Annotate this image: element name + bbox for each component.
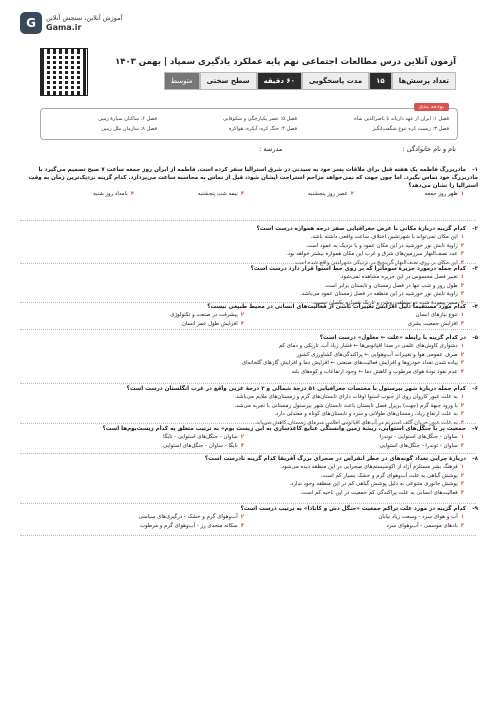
- answer-option[interactable]: [244, 442, 464, 451]
- answer-option[interactable]: [24, 433, 244, 442]
- option-text: صرف عمومی هوا و تغییرات آب‌وهوایی ← پراکندگی‌های کشاورزی کشور: [296, 351, 458, 358]
- option-number: ۳: [460, 251, 464, 258]
- topic-item: فصل ۵: عصر یکپارچگی و شکوفایی: [223, 116, 297, 122]
- option-number: ۲: [240, 514, 244, 520]
- question-number: ۷-: [472, 426, 478, 432]
- option-number: ۲: [240, 434, 244, 440]
- option-text: ساوان - جنگل‌های استوایی - توندرا: [379, 434, 458, 440]
- option-number: ۴: [460, 489, 464, 496]
- question-text: [18, 425, 478, 433]
- question-stem: کدام جمله درمورد جزیرهٔ سوماترا که بر روی خط استوا قرار دارد درست است؟: [250, 266, 466, 272]
- option-number: ۳: [240, 191, 244, 197]
- exam-info-bar: [164, 72, 456, 90]
- question-divider: [20, 503, 476, 504]
- question-divider: [20, 383, 476, 384]
- difficulty-label: سطح سختی: [200, 72, 257, 90]
- answer-option[interactable]: [24, 320, 244, 329]
- option-text: ظهر روز جمعه: [424, 191, 458, 197]
- option-text: تغییر فصل محسوس در این جزیره مشاهده نمی‌شود.: [339, 274, 458, 280]
- answer-option[interactable]: [244, 522, 464, 531]
- topics-header: بودجه بندی: [414, 103, 449, 111]
- answer-option[interactable]: [18, 393, 464, 402]
- question-stem: در کدام گزینه با رابطه «علت ← معلول» درست است؟: [319, 335, 466, 341]
- answer-option[interactable]: [24, 190, 134, 199]
- topic-item: فصل ۴: جنگ کره، آبکره، هواکره: [228, 126, 297, 132]
- site-header: [20, 12, 122, 34]
- question-number: ۸-: [472, 456, 478, 462]
- answer-option[interactable]: [18, 410, 464, 419]
- option-number: ۱: [460, 312, 464, 318]
- option-number: ۲: [460, 402, 464, 409]
- answer-option[interactable]: [134, 190, 244, 199]
- answer-option[interactable]: [244, 311, 464, 320]
- question-stem: کدام جمله دربارهٔ شهر بیرستول با مختصات جغرافیایی ۵۱ درجهٔ شمالی و ۲ درجهٔ غربی واقع در غرب انگلستان درست است؟: [126, 386, 466, 392]
- options-group: [18, 342, 464, 376]
- answer-option[interactable]: [24, 442, 244, 451]
- gama-logo: G: [20, 12, 42, 34]
- option-text: با ورود جبههٔ گرم (جهت) بریزل فصل تابستان باعث تابستان شهر بیرستول زمستانی با تجربه می‌شد.: [234, 402, 458, 409]
- option-number: ۲: [460, 472, 464, 479]
- question-number: ۱-: [472, 167, 478, 173]
- option-text: بادهای موسمی - آب‌وهوای سرد: [386, 522, 458, 529]
- answer-option[interactable]: [18, 472, 464, 481]
- option-text: تنوع نیازهای انسان: [415, 312, 458, 318]
- answer-option[interactable]: [18, 480, 464, 489]
- question-stem: کدام مورد مستقیماً دلیل افزایش تغییرات ناشی از فعالیت‌های انسانی در محیط طبیعی نیست؟: [207, 304, 466, 310]
- option-text: سکانه متحدی رز - آب‌وهوای گرم و مرطوب: [139, 522, 238, 529]
- option-number: ۳: [460, 360, 464, 367]
- question-divider: [20, 329, 476, 330]
- topic-item: فصل ۶: ساکنان سیارهٔ زمین: [98, 116, 157, 122]
- topic-item: فصل ۱: ایران از عهد داریانه تا ناصرالدین شاه: [354, 116, 449, 122]
- answer-option[interactable]: [18, 351, 464, 360]
- option-text: افزایش طول عمر انسان: [181, 320, 238, 327]
- question-text: [18, 265, 478, 273]
- option-number: ۴: [460, 259, 464, 266]
- option-text: آب‌وهوای گرم و خشک - درگیری‌های سیاسی: [138, 514, 238, 520]
- question-count-label: تعداد پرسش‌ها: [392, 72, 456, 90]
- option-number: ۴: [460, 299, 464, 306]
- name-field-label[interactable]: نام و نام خانوادگی :: [402, 145, 456, 153]
- question-divider: [20, 220, 476, 221]
- option-text: افزایش جمعیت بشری: [407, 320, 458, 327]
- option-number: ۴: [240, 442, 244, 449]
- duration-value: ۶۰ دقیقه: [257, 72, 302, 90]
- question-number: ۵-: [472, 335, 478, 341]
- answer-option[interactable]: [18, 342, 464, 351]
- option-number: ۴: [460, 419, 464, 426]
- option-number: ۱: [460, 464, 464, 470]
- question-stem: جمعیت پر با جنگل‌های استوایی، ریشهٔ زمین وابستگی عنایع کاغذسازی به این زیست بوم» به ترتیب متعلق به کدام زیست‌بوم‌ها است؟: [102, 426, 466, 432]
- option-text: پوشش جانوری متنوعی به دلیل پوشش گیاهی کم در این منطقه وجود ندارد.: [289, 481, 458, 488]
- option-text: به علت عبور جریان گلف استریم در آب‌های اقیانوس اطلس سرمای زمستان کاهش می‌یابد.: [254, 419, 458, 426]
- question-text: [18, 505, 478, 513]
- option-number: ۱: [460, 514, 464, 520]
- option-text: این مکان بر روی نصف‌النهار گرینویچ در نزدیکی شهرلندن واقع شده است.: [293, 259, 458, 266]
- question-text: [18, 455, 478, 463]
- answer-option[interactable]: [18, 463, 464, 472]
- answer-option[interactable]: [18, 273, 464, 282]
- option-number: ۳: [460, 442, 464, 449]
- option-number: ۱: [460, 343, 464, 349]
- question-number: ۲-: [472, 226, 478, 232]
- answer-option[interactable]: [24, 311, 244, 320]
- options-group: [18, 190, 464, 199]
- option-text: پوشش گیاهی به علت آب‌وهوای گرم و خشک بسیار کم است.: [320, 472, 458, 479]
- qr-code: [40, 48, 88, 96]
- option-number: ۴: [240, 320, 244, 327]
- question-text: [18, 334, 478, 342]
- question-text: [18, 303, 478, 311]
- answer-option[interactable]: [354, 190, 464, 199]
- option-text: عصر روز پنجشنبه: [308, 191, 348, 197]
- option-text: فعالیت‌های انسانی به علت پراکندگی کم جمعیت در این ناحیه کم است.: [300, 489, 458, 496]
- option-text: دشواری کاوش‌های علمی در صدا اقیانوس‌ها ← فشار زیاد آب، تاریکی و دمای کم: [278, 343, 458, 349]
- option-text: پیاده شدن تعداد خودروها و افزایش فعالیت‌های صنعتی ← افزایش دما و افزایش گازهای گلخانه‌ای: [241, 360, 458, 367]
- option-number: ۱: [460, 274, 464, 280]
- question-number: ۳-: [472, 266, 478, 272]
- difficulty-value: متوسط: [164, 72, 200, 90]
- answer-option[interactable]: [18, 290, 464, 299]
- answer-option[interactable]: [18, 489, 464, 498]
- option-text: به علت ارتفاع زیاد، زمستان‌های طولانی و سرد و تابستان‌های کوتاه و معتدلی دارد.: [274, 411, 458, 418]
- answer-option[interactable]: [244, 433, 464, 442]
- question-1: [18, 166, 478, 199]
- question-text: [18, 225, 478, 233]
- option-text: زاویهٔ تابش نور خورشید در این مکان عمود و یا نزدیک به عمود است.: [305, 242, 458, 249]
- question-2: [18, 225, 478, 267]
- options-group: [18, 433, 464, 450]
- option-number: ۱: [460, 394, 464, 400]
- option-number: ۴: [130, 191, 134, 197]
- question-8: [18, 455, 478, 497]
- option-number: ۲: [460, 242, 464, 249]
- topic-item: فصل ۳: زیست کره تنوع شگفت‌انگیز: [372, 126, 449, 132]
- question-5: [18, 334, 478, 376]
- option-text: نیمه شب پنجشنبه: [197, 191, 238, 197]
- question-9: [18, 505, 478, 530]
- answer-option[interactable]: [24, 522, 244, 531]
- question-divider: [20, 263, 476, 264]
- question-stem: کدام گزینه در مورد علت تراکم جمعیت «جنگل دش و کانادا» به ترتیب درست است؟: [240, 506, 466, 512]
- student-info-row: [40, 145, 456, 153]
- option-number: ۲: [460, 282, 464, 289]
- answer-option[interactable]: [18, 282, 464, 291]
- exam-title: آزمون آنلاین درس مطالعات اجتماعی نهم پایه عملکرد یادگیری سمپاد | بهمن ۱۴۰۳: [115, 57, 456, 67]
- option-text: پیشرفت در صنعت و تکنولوژی: [170, 312, 238, 318]
- option-number: ۳: [460, 320, 464, 327]
- question-text: [18, 166, 478, 190]
- options-group: [18, 463, 464, 497]
- option-number: ۱: [460, 191, 464, 197]
- option-text: بامداد روز شنبه: [93, 191, 128, 197]
- options-group: [18, 311, 464, 328]
- answer-option[interactable]: [18, 250, 464, 259]
- answer-option[interactable]: [24, 513, 244, 522]
- option-text: آب و هوای سرد - وسعت زیاد بیابان: [378, 514, 458, 520]
- question-number: ۹-: [472, 506, 478, 512]
- option-number: ۱: [460, 434, 464, 440]
- option-text: فرهنگ بشر مستلزم آزاد از اکوسیستم‌های صحرایی در این منطقه دیده می‌شود.: [279, 464, 458, 470]
- options-group: [18, 513, 464, 530]
- question-stem: دربارهٔ چرایی تعداد گونه‌های در خطر انقراض در صحرای بزرگ آفریقا کدام گزینه نادرست است؟: [204, 456, 466, 462]
- question-divider: [20, 453, 476, 454]
- option-number: ۴: [240, 522, 244, 529]
- question-stem: مادربزرگ فاطمه یک هفته قبل برای ملاقات پسر خود به سیدنی در شرق استرالیا سفر کرده است. فاطمه از ایران روز جمعه ساعت ۷ صبح تصمیم می‌گیرد با مادربزرگ خود تماس بگیرد. اما چون جهت که نمی‌خواهد مزاحم استراحت ایشان شود، قبل از تماس به محاسبه ساعت می‌پردازد. کدام گزینه نزدیک‌ترین زمان به وقت استرالیا را نشان می‌دهد؟: [28, 167, 478, 189]
- answer-option[interactable]: [244, 513, 464, 522]
- answer-option[interactable]: [18, 242, 464, 251]
- option-number: ۲: [460, 351, 464, 358]
- option-text: زاویهٔ تابش نور خورشید در این منطقه در فصل زمستان عمود می‌باشد.: [300, 291, 458, 298]
- question-divider: [20, 423, 476, 424]
- question-number: ۶-: [472, 386, 478, 392]
- topics-box: [40, 104, 458, 140]
- question-count-value: ۱۵: [369, 72, 392, 90]
- option-number: ۲: [240, 312, 244, 318]
- option-text: عدم نفوذ تودهٔ هوای مرطوب و کاهش دما ← وجود ارتفاعات و کوه‌های بلند: [291, 368, 458, 375]
- question-text: [18, 385, 478, 393]
- answer-option[interactable]: [18, 368, 464, 377]
- answer-option[interactable]: [18, 233, 464, 242]
- option-number: ۳: [460, 481, 464, 488]
- answer-option[interactable]: [18, 402, 464, 411]
- option-number: ۳: [460, 291, 464, 298]
- site-domain: Gama.ir: [46, 23, 82, 32]
- question-4: [18, 303, 478, 328]
- option-number: ۲: [350, 191, 354, 197]
- option-text: طول روز و شب تنها در فصل زمستان و تابستان برابر است.: [323, 282, 458, 289]
- option-text: این مکان نمی‌تواند با شهرتشین اختلاف ساعت واقعی داشته باشد.: [310, 234, 458, 240]
- option-text: عدد نصف‌النهار سرزمین‌های شرق و غرب این مکان همواره بیشتر خواهد بود.: [286, 251, 458, 258]
- duration-label: مدت پاسخگویی: [302, 72, 369, 90]
- option-number: ۱: [460, 234, 464, 240]
- option-number: ۴: [460, 368, 464, 375]
- option-text: ممیر پیمودهٔ شده دو منطقه روشن و تاریک همواره یکسان نیست.: [311, 299, 458, 306]
- site-name: آموزش آنلاین، سنجش آنلاین: [46, 14, 123, 22]
- answer-option[interactable]: [244, 190, 354, 199]
- option-text: ساوان - توندرا - جنگل‌های استوایی: [379, 442, 458, 449]
- question-number: ۴-: [472, 304, 478, 310]
- option-number: ۳: [460, 411, 464, 418]
- option-text: تایگا - ساوان - جنگل‌های استوایی: [163, 442, 238, 449]
- option-number: ۳: [460, 522, 464, 529]
- option-text: به علت عبور کاروان روی از جنوب استوا اوقات دارای تابستان‌های گرم و زمستان‌های ملایم می‌باشد.: [234, 394, 458, 400]
- question-6: [18, 385, 478, 427]
- answer-option[interactable]: [244, 320, 464, 329]
- option-text: ساوان - جنگل‌های استوایی - تایگا: [163, 434, 238, 440]
- question-stem: کدام گزینه دربارهٔ مکانی با عرض جغرافیایی صفر درجه همواره درست است؟: [256, 226, 466, 232]
- topic-item: فصل ۸: سازمان ملل زمین: [101, 126, 157, 132]
- school-field-label[interactable]: مدرسه :: [259, 145, 283, 153]
- question-7: [18, 425, 478, 450]
- question-divider: [20, 535, 476, 536]
- answer-option[interactable]: [18, 359, 464, 368]
